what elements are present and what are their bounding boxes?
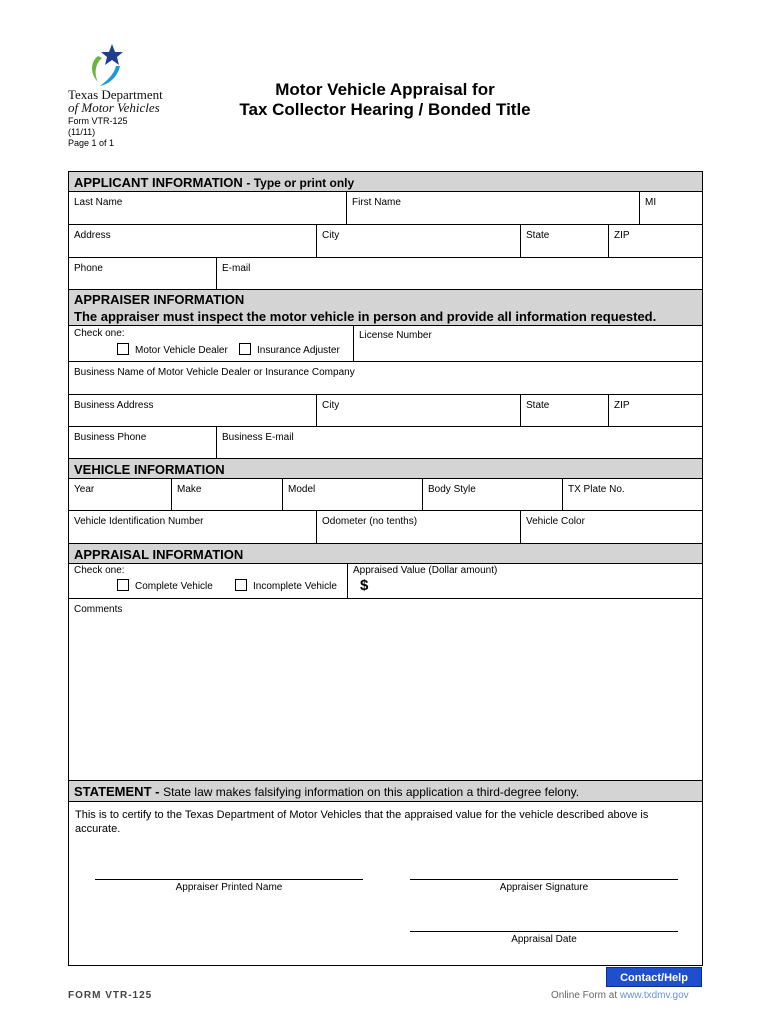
date-line[interactable] [410,931,678,932]
body-style-field[interactable]: Body Style [423,479,563,510]
title-line2: Tax Collector Hearing / Bonded Title [239,100,531,119]
agency-name [68,88,163,114]
agency-line1: Texas Department [68,87,163,102]
appraisal-type-row [69,564,702,599]
dealer-option[interactable]: Motor Vehicle Dealer [117,343,228,356]
appraised-value-field[interactable]: Appraised Value (Dollar amount) $ [353,565,498,594]
business-city-field[interactable]: City [317,395,521,426]
signature-label: Appraiser Signature [499,882,589,893]
complete-vehicle-option[interactable]: Complete Vehicle [117,579,213,592]
odometer-field[interactable]: Odometer (no tenths) [317,511,521,543]
appraiser-check-one: Check one: [74,328,125,339]
contact-help-button[interactable]: Contact/Help [606,967,702,987]
statement-body: This is to certify to the Texas Department of Motor Vehicles that the appraised value for the vehicle described above is accurate. [75,809,649,835]
footer-online-form: Online Form at www.txdmv.gov [551,990,689,1001]
form-id: Form VTR-125 [68,116,128,126]
license-number-field[interactable]: License Number [359,330,432,341]
page-number: Page 1 of 1 [68,138,115,148]
business-contact-row [69,427,702,459]
printed-name-line[interactable] [95,879,363,880]
comments-row [69,599,702,781]
city-field[interactable]: City [317,225,521,257]
last-name-field[interactable]: Last Name [69,192,347,224]
vehicle-section-header [69,459,702,479]
address-field[interactable]: Address [69,225,317,257]
incomplete-vehicle-option[interactable]: Incomplete Vehicle [235,579,337,592]
incomplete-vehicle-checkbox[interactable] [235,579,247,591]
business-state-field[interactable]: State [521,395,609,426]
adjuster-option[interactable]: Insurance Adjuster [239,343,340,356]
dealer-checkbox[interactable] [117,343,129,355]
applicant-address-row [69,225,702,258]
page-title [180,80,590,120]
mi-field[interactable]: MI [645,197,657,208]
applicant-section-header: APPLICANT INFORMATION - Type or print only [69,172,702,192]
comments-field[interactable]: Comments [74,604,123,615]
adjuster-checkbox[interactable] [239,343,251,355]
txdmv-link[interactable]: www.txdmv.gov [619,990,689,1001]
complete-vehicle-checkbox[interactable] [117,579,129,591]
appraiser-heading: APPRAISER INFORMATION [74,292,245,307]
make-field[interactable]: Make [172,479,283,510]
appraisal-check-one: Check one: [74,565,125,576]
model-field[interactable]: Model [283,479,423,510]
currency-symbol: $ [360,577,369,594]
statement-heading: STATEMENT - [74,784,160,799]
appraiser-section-header [69,290,702,326]
vehicle-row-1 [69,479,702,511]
appraisal-heading: APPRAISAL INFORMATION [74,547,244,562]
form-revision: (11/11) [68,127,96,137]
footer-form-label: FORM VTR-125 [68,990,153,1001]
appraiser-subheading: The appraiser must inspect the motor vehicle in person and provide all information requested. [74,309,657,324]
business-name-row [69,362,702,395]
applicant-contact-row [69,258,702,290]
date-label: Appraisal Date [511,934,577,945]
agency-line2: of Motor Vehicles [68,100,160,115]
phone-field[interactable]: Phone [69,258,217,289]
plate-field[interactable]: TX Plate No. [568,484,625,495]
signature-line[interactable] [410,879,678,880]
vin-field[interactable]: Vehicle Identification Number [69,511,317,543]
business-address-row [69,395,702,427]
email-field[interactable]: E-mail [222,263,251,274]
business-phone-field[interactable]: Business Phone [69,427,217,458]
business-name-field[interactable]: Business Name of Motor Vehicle Dealer or Insurance Company [74,367,355,378]
vehicle-row-2 [69,511,702,544]
appraisal-section-header [69,544,702,564]
title-line1: Motor Vehicle Appraisal for [275,80,495,99]
statement-section-header [69,781,702,802]
printed-name-label: Appraiser Printed Name [175,882,283,893]
business-zip-field[interactable]: ZIP [614,400,630,411]
applicant-heading-note: Type or print only [253,176,355,190]
applicant-name-row [69,192,702,225]
year-field[interactable]: Year [69,479,172,510]
vehicle-heading: VEHICLE INFORMATION [74,462,225,477]
color-field[interactable]: Vehicle Color [526,516,585,527]
applicant-heading: APPLICANT INFORMATION [74,175,243,190]
business-address-field[interactable]: Business Address [69,395,317,426]
first-name-field[interactable]: First Name [347,192,640,224]
zip-field[interactable]: ZIP [614,230,630,241]
business-email-field[interactable]: Business E-mail [222,432,294,443]
appraisal-form [68,171,703,966]
state-field[interactable]: State [521,225,609,257]
appraiser-type-row [69,326,702,362]
statement-heading-note: State law makes falsifying information on this application a third-degree felony. [163,785,580,799]
form-meta [68,116,128,149]
